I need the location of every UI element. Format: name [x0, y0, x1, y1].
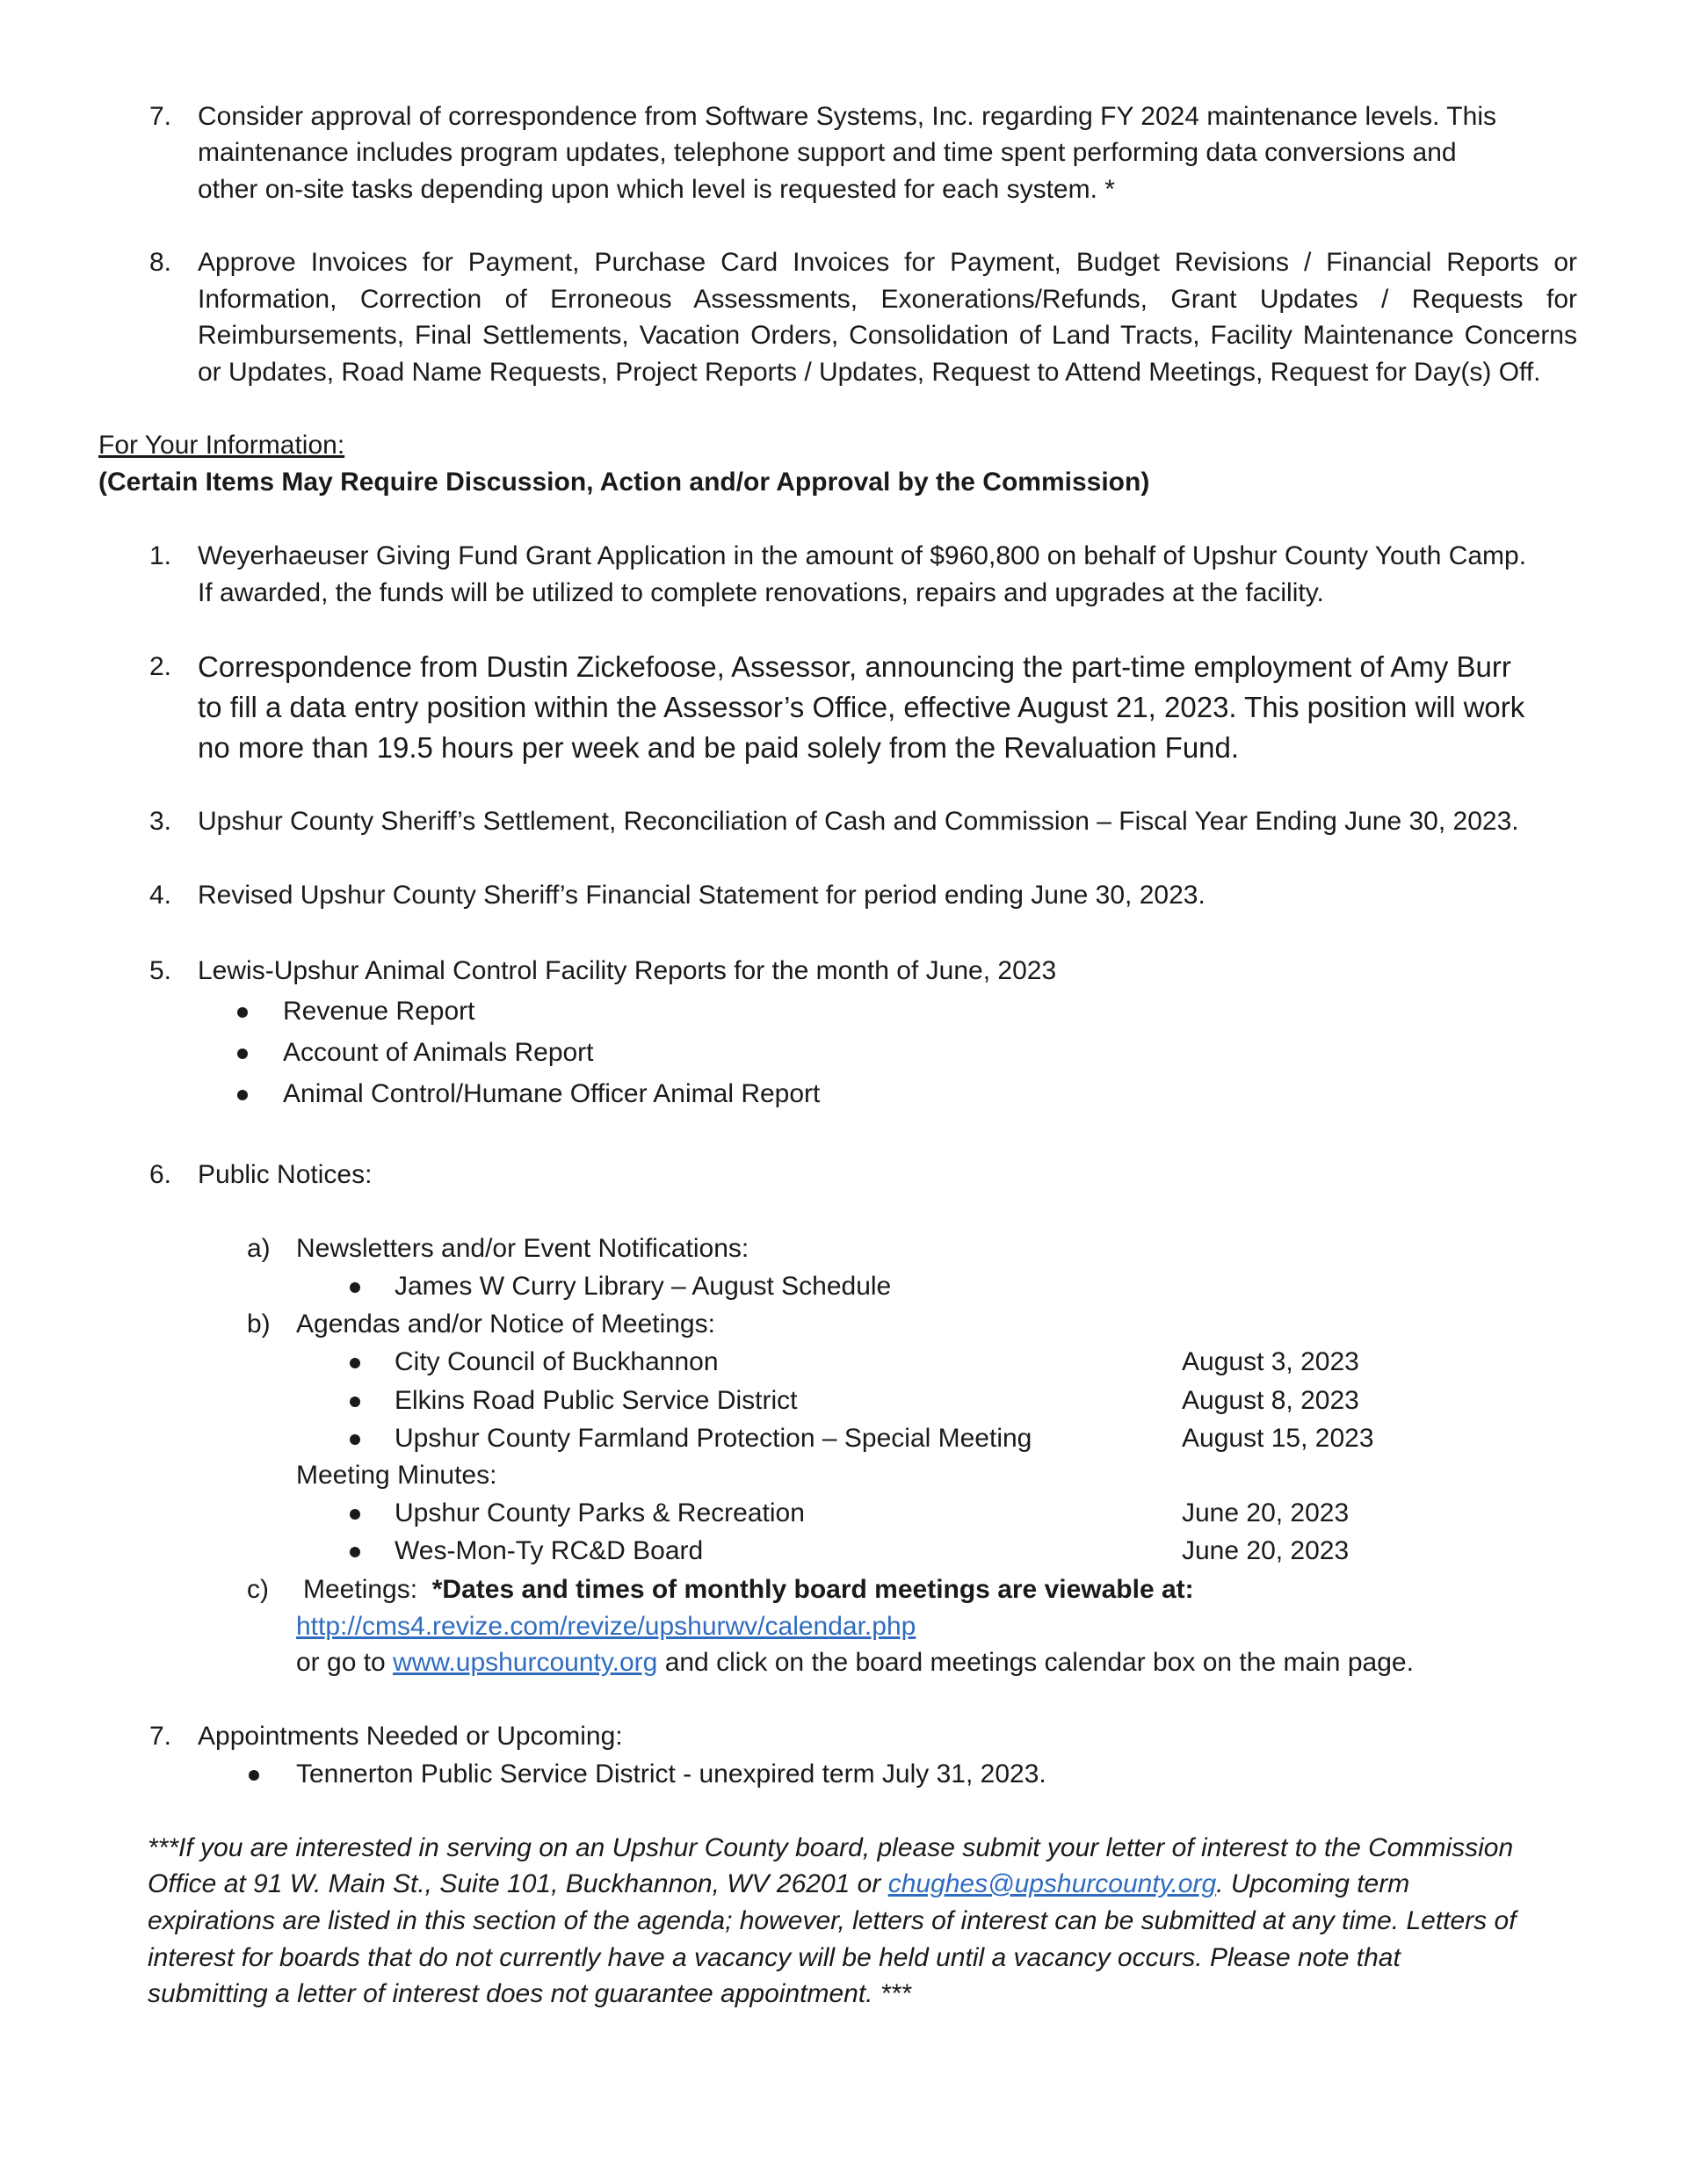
site-suffix: and click on the board meetings calendar box on the main page.	[664, 1648, 1414, 1677]
bullet-icon	[350, 1397, 360, 1407]
meeting-name: Upshur County Farmland Protection – Special Meeting	[395, 1424, 1032, 1453]
item-line: Upshur County Sheriff’s Settlement, Reconciliation of Cash and Commission – Fiscal Year Ending June 30, 2023.	[198, 807, 1519, 836]
notice-line: interest for boards that do not currently have a vacancy will be held until a vacancy occurs. Please note that	[148, 1943, 1401, 1972]
website-link[interactable]: www.upshurcounty.org	[393, 1648, 658, 1677]
list-item: Animal Control/Humane Officer Animal Report	[283, 1079, 821, 1108]
item-line: no more than 19.5 hours per week and be paid solely from the Revaluation Fund.	[198, 731, 1240, 764]
item-number: 1.	[148, 541, 171, 570]
site-line	[296, 1650, 1414, 1676]
section-heading: For Your Information:	[98, 431, 345, 460]
minutes-date: June 20, 2023	[1182, 1498, 1350, 1527]
item-line: If awarded, the funds will be utilized to complete renovations, repairs and upgrades at the facility.	[198, 578, 1324, 607]
minutes-name: Wes-Mon-Ty RC&D Board	[395, 1536, 704, 1565]
item-line: Weyerhaeuser Giving Fund Grant Application in the amount of $960,800 on behalf of Upshur County Youth Camp.	[198, 541, 1527, 570]
sub-label: Agendas and/or Notice of Meetings:	[296, 1310, 715, 1339]
sub-label: Meetings:	[303, 1575, 418, 1604]
meetings-note: *Dates and times of monthly board meetings are viewable at:	[431, 1575, 1194, 1604]
item-line: to fill a data entry position within the Assessor’s Office, effective August 21, 2023. This position will work	[198, 691, 1525, 723]
item-line: Lewis-Upshur Animal Control Facility Reports for the month of June, 2023	[198, 956, 1057, 985]
section-subheading: (Certain Items May Require Discussion, Action and/or Approval by the Commission)	[98, 468, 1150, 497]
bullet-icon	[350, 1509, 360, 1520]
item-number: 4.	[148, 881, 171, 910]
notice-line: submitting a letter of interest does not guarantee appointment. ***	[148, 1979, 911, 2008]
item-line: other on-site tasks depending upon which level is requested for each system. *	[198, 175, 1115, 204]
meeting-date: August 3, 2023	[1182, 1347, 1359, 1376]
minutes-name: Upshur County Parks & Recreation	[395, 1498, 805, 1527]
sub-letter: c)	[247, 1575, 269, 1604]
item-line: Information, Correction of Erroneous Assessments, Exonerations/Refunds, Grant Updates / Requests for	[198, 285, 1577, 314]
bullet-icon	[350, 1547, 360, 1557]
item-title: Appointments Needed or Upcoming:	[198, 1722, 623, 1751]
calendar-link[interactable]: http://cms4.revize.com/revize/upshurwv/calendar.php	[296, 1612, 916, 1641]
bullet-icon	[237, 1090, 248, 1100]
list-item: Tennerton Public Service District - unexpired term July 31, 2023.	[296, 1760, 1046, 1789]
item-line: Consider approval of correspondence from Software Systems, Inc. regarding FY 2024 maintenance levels. This	[198, 102, 1496, 131]
bullet-icon	[350, 1358, 360, 1368]
item-line: Reimbursements, Final Settlements, Vacation Orders, Consolidation of Land Tracts, Facility Maintenance Concerns	[198, 321, 1577, 350]
item-number: 6.	[148, 1160, 171, 1189]
minutes-date: June 20, 2023	[1182, 1536, 1350, 1565]
list-item: Revenue Report	[283, 997, 475, 1026]
sub-label: Meeting Minutes:	[296, 1461, 497, 1490]
meetings-line	[303, 1577, 1194, 1603]
notice-text: Office at 91 W. Main St., Suite 101, Buckhannon, WV 26201 or	[148, 1869, 881, 1898]
item-number: 5.	[148, 956, 171, 985]
list-item: Account of Animals Report	[283, 1038, 594, 1067]
item-line: maintenance includes program updates, telephone support and time spent performing data conversions and	[198, 138, 1457, 167]
item-line: Revised Upshur County Sheriff’s Financial Statement for period ending June 30, 2023.	[198, 881, 1206, 910]
sub-letter: b)	[247, 1310, 271, 1339]
item-line: Approve Invoices for Payment, Purchase Card Invoices for Payment, Budget Revisions / Financial Reports or	[198, 248, 1577, 277]
notice-line: expirations are listed in this section of the agenda; however, letters of interest can be submitted at any time. Letters of	[148, 1906, 1517, 1935]
item-number: 7.	[148, 1722, 171, 1751]
item-line: or Updates, Road Name Requests, Project Reports / Updates, Request to Attend Meetings, Request for Day(s) Off.	[198, 358, 1541, 387]
meeting-name: Elkins Road Public Service District	[395, 1386, 798, 1415]
notice-line	[148, 1871, 1409, 1897]
meeting-date: August 15, 2023	[1182, 1424, 1374, 1453]
item-number: 3.	[148, 807, 171, 836]
list-item: James W Curry Library – August Schedule	[395, 1272, 892, 1301]
item-title: Public Notices:	[198, 1160, 373, 1189]
site-prefix: or go to	[296, 1648, 386, 1677]
item-number: 8.	[148, 248, 171, 277]
bullet-icon	[237, 1007, 248, 1018]
bullet-icon	[237, 1048, 248, 1059]
meeting-date: August 8, 2023	[1182, 1386, 1359, 1415]
notice-text: . Upcoming term	[1216, 1869, 1410, 1898]
sub-letter: a)	[247, 1234, 271, 1263]
item-number: 2.	[148, 652, 171, 681]
item-line: Correspondence from Dustin Zickefoose, Assessor, announcing the part-time employment of Amy Burr	[198, 650, 1511, 683]
sub-label: Newsletters and/or Event Notifications:	[296, 1234, 749, 1263]
bullet-icon	[249, 1770, 259, 1781]
notice-line: ***If you are interested in serving on an Upshur County board, please submit your letter of interest to the Commission	[148, 1833, 1514, 1862]
email-link[interactable]: chughes@upshurcounty.org	[887, 1869, 1217, 1898]
item-number: 7.	[148, 102, 171, 131]
meeting-name: City Council of Buckhannon	[395, 1347, 719, 1376]
bullet-icon	[350, 1282, 360, 1293]
bullet-icon	[350, 1434, 360, 1445]
